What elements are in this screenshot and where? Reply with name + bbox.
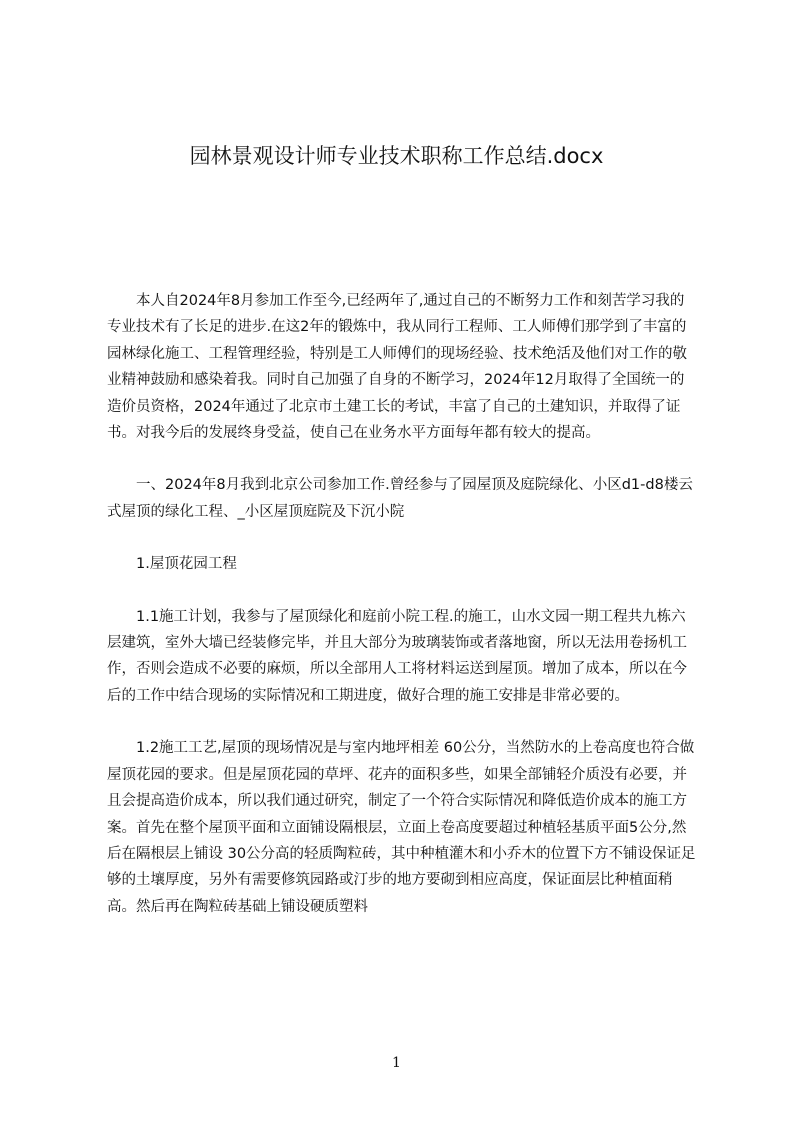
document-body [107,288,697,920]
paragraph-gap [107,446,697,472]
paragraph-section-1: 一、2024年8月我到北京公司参加工作.曾经参与了园屋顶及庭院绿化、小区d1-d8楼云式屋顶的绿化工程、_小区屋顶庭院及下沉小院 [107,477,693,520]
heading-roof-garden: 1.屋顶花园工程 [136,556,237,573]
paragraph-gap [107,578,697,604]
page-number: 1 [392,1055,401,1071]
document-title: 园林景观设计师专业技术职称工作总结.docx [189,144,604,168]
paragraph-construction-plan: 1.1施工计划，我参与了屋顶绿化和庭前小院工程.的施工，山水文园一期工程共九栋六层建筑，室外大墙已经装修完毕，并且大部分为玻璃装饰或者落地窗，所以无法用卷扬机工作，否则会造成不必要的麻烦，所以全部用人工将材料运送到屋顶。增加了成本，所以在今后的工作中结合现场的实际情况和工期进度，做好合理的施工安排是非常必要的。 [107,608,687,704]
paragraph-gap [107,709,697,735]
paragraph-gap [107,525,697,551]
paragraph-construction-process: 1.2施工工艺,屋顶的现场情况是与室内地坪相差 60公分，当然防水的上卷高度也符合做屋顶花园的要求。但是屋顶花园的草坪、花卉的面积多些，如果全部铺轻介质没有必要，并且会提高造价成本，所以我们通过研究，制定了一个符合实际情况和降低造价成本的施工方案。首先在整个屋顶平面和立面铺设隔根层，立面上卷高度要超过种植轻基质平面5公分,然后在隔根层上铺设 30公分高的轻质陶粒砖，其中种植灌木和小乔木的位置下方不铺设保证足够的土壤厚度，另外有需要修筑园路或汀步的地方要砌到相应高度，保证面层比种植面稍高。然后再在陶粒砖基础上铺设硬质塑料 [107,740,696,915]
paragraph-intro: 本人自2024年8月参加工作至今,已经两年了,通过自己的不断努力工作和刻苦学习我的专业技术有了长足的进步.在这2年的锻炼中，我从同行工程师、工人师傅们那学到了丰富的园林绿化施工、工程管理经验，特别是工人师傅们的现场经验、技术绝活及他们对工作的敬业精神鼓励和感染着我。同时自己加强了自身的不断学习，2024年12月取得了全国统一的造价员资格，2024年通过了北京市土建工长的考试，丰富了自己的土建知识，并取得了证书。对我今后的发展终身受益，使自己在业务水平方面每年都有较大的提高。 [107,293,687,442]
